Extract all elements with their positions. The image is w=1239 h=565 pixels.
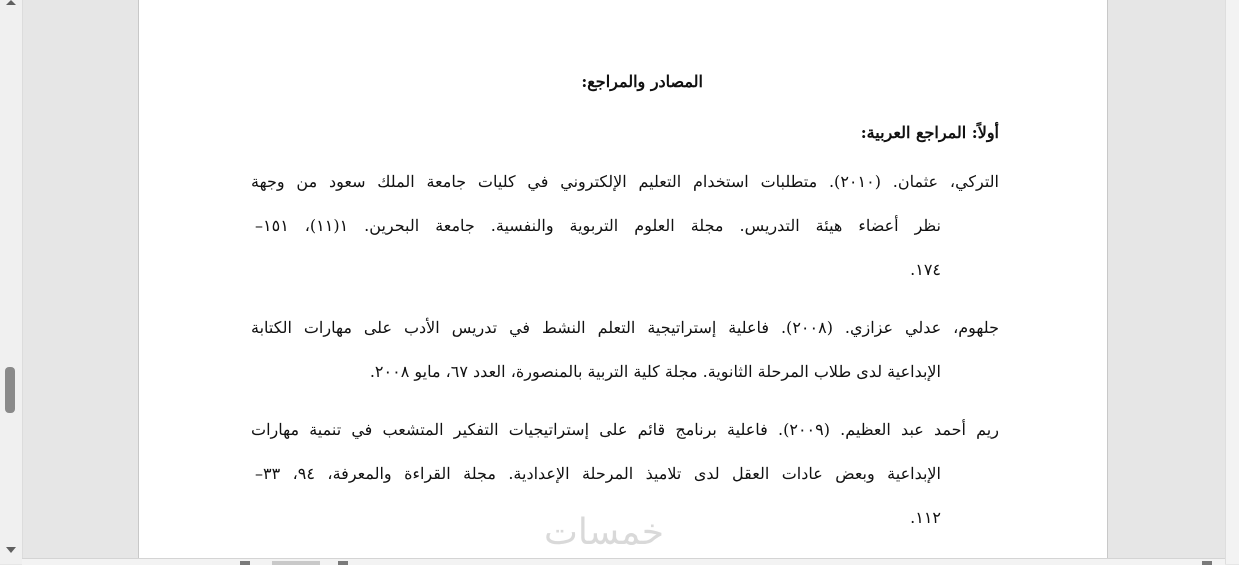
zoom-icon[interactable] — [1202, 561, 1212, 565]
right-scroll-rail[interactable] — [1225, 0, 1239, 564]
reference-1-line-1: التركي، عثمان. (٢٠١٠). متطلبات استخدام التعليم الإلكتروني في كليات جامعة الملك سعود من وجهة — [251, 172, 1000, 191]
reference-1-line-2: نظر أعضاء هيئة التدريس. مجلة العلوم التربوية والنفسية. جامعة البحرين. ١(١١)، ١٥١– — [255, 216, 941, 235]
vertical-scrollbar[interactable] — [0, 0, 23, 564]
watermark-logo: خمسات — [544, 512, 665, 553]
section-subheading: أولاً: المراجع العربية: — [860, 123, 999, 142]
web-layout-icon[interactable] — [338, 561, 348, 565]
reference-3-line-3: ١١٢. — [910, 508, 941, 527]
reference-3-line-2: الإبداعية وبعض عادات العقل لدى تلاميذ المرحلة الإعدادية. مجلة القراءة والمعرفة، ٩٤، ٣٣– — [255, 464, 941, 483]
reference-2-line-2: الإبداعية لدى طلاب المرحلة الثانوية. مجلة كلية التربية بالمنصورة، العدد ٦٧، مايو ٢٠٠٨. — [369, 362, 941, 381]
reference-1-line-3: ١٧٤. — [910, 260, 941, 279]
page-heading: المصادر والمراجع: — [581, 72, 703, 91]
scroll-down-arrow-icon[interactable] — [6, 547, 16, 553]
read-mode-icon[interactable] — [240, 561, 250, 565]
reference-2-line-1: جلهوم، عدلي عزازي. (٢٠٠٨). فاعلية إستراتيجية التعلم النشط في تدريس الأدب على مهارات الكتابة — [251, 318, 999, 337]
scroll-up-arrow-icon[interactable] — [6, 0, 16, 5]
reference-3-line-1: ريم أحمد عبد العظيم. (٢٠٠٩). فاعلية برنامج قائم على إستراتيجيات التفكير المتشعب في تنمية مهارات — [251, 420, 999, 439]
scrollbar-thumb[interactable] — [5, 367, 15, 413]
print-layout-icon[interactable] — [272, 561, 320, 565]
